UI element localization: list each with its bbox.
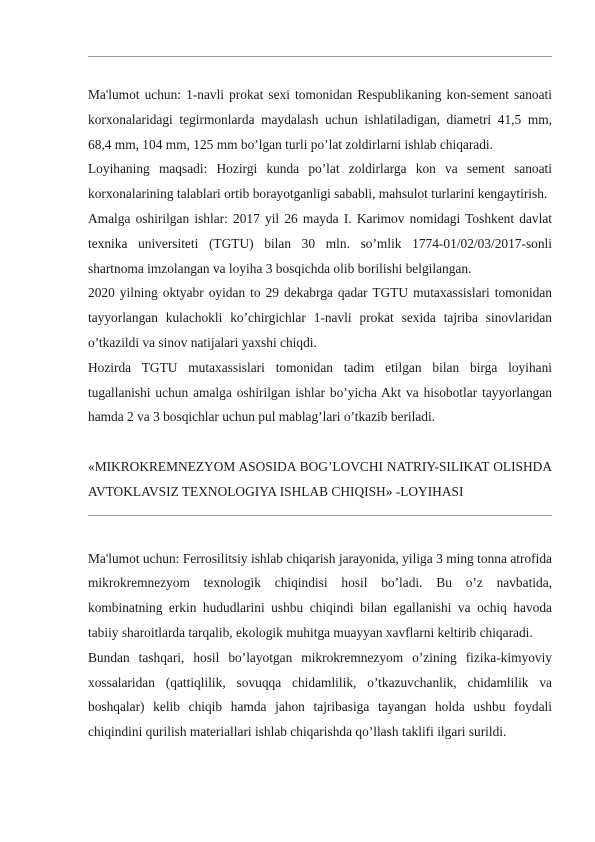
paragraph-text: Bundan tashqari, hosil bo’layotgan mikrokremnezyom o’zining fizika-kimyoviy xossalaridan (qattiqlilik, sovuqqa chidamlilik, o’tkazuvchanlik, chidamlilik va boshqalar) kelib chiqib hamda jahon tajribasiga tayangan holda ushbu foydali chiqindini qurilish materiallari ishlab chiqarishda qo’llash taklifi ilgari surildi. [88,649,552,740]
paragraph-text: Hozirda TGTU mutaxassislari tomonidan tadim etilgan bilan birga loyihani tugallanishi uchun amalga oshirilgan ishlar bo’yicha Akt va hisobotlar tayyorlangan hamda 2 va 3 bosqichlar uchun pul mablag’lari o’tkazib beriladi. [88,359,552,425]
document-page [88,0,552,745]
paragraph-2020 [88,281,552,355]
paragraph-label: Ma'lumot uchun: [88,550,180,566]
paragraph-goal [88,157,552,207]
paragraph-properties [88,646,552,745]
section-2 [88,547,552,745]
paragraph-text: Ferrosilitsiy ishlab chiqarish jarayonida, yiliga 3 ming tonna atrofida mikrokremnezyom texnologik chiqindisi hosil bo’ladi. Bu o’z navbatida, kombinatning erkin hududlarini ushbu chiqindi bilan egallanishi va ochiq havoda tabiiy sharoitlarda tarqalib, ekologik muhitga muayyan xavflarni keltirib chiqaradi. [88,550,552,640]
top-divider [88,56,552,57]
paragraph-text: 2020 yilning oktyabr oyidan to 29 dekabrga qadar TGTU mutaxassislari tomonidan tayyorlangan kulachokli ko’chirgichlar 1-navli prokat sexida tajriba sinovlaridan o’tkazildi va sinov natijalari yaxshi chiqdi. [88,285,552,350]
paragraph-text: 1-navli prokat sexi tomonidan Respublikaning kon-sement sanoati korxonalaridagi tegirmonlarda maydalash uchun ishlatiladigan, diametri 41,5 mm, 68,4 mm, 104 mm, 125 mm bo’lgan turli po’lat zoldirlarni ishlab chiqaradi. [88,87,552,152]
section-1 [88,83,552,430]
paragraph-info-2 [88,547,552,646]
paragraph-text: 2017 yil 26 mayda I. Karimov nomidagi Toshkent davlat texnika universiteti (TGTU) bilan 30 mln. so’mlik 1774-01/02/03/2017-sonli shartnoma imzolangan va loyiha 3 bosqichda olib borilishi belgilangan. [88,210,552,276]
middle-divider [88,515,552,516]
paragraph-label: Ma'lumot uchun: [88,87,182,102]
paragraph-label: Amalga oshirilgan ishlar: [88,210,228,226]
project-heading: «MIKROKREMNEZYOM ASOSIDA BOG’LOVCHI NATRIY-SILIKAT OLISHDA AVTOKLAVSIZ TEXNOLOGIYA ISHLAB CHIQISH» -LOYIHASI [88,458,552,499]
paragraph-work-done [88,207,552,281]
blank-line [88,430,552,455]
paragraph-text: Hozirgi kunda po’lat zoldirlarga kon va sement sanoati korxonalarining talablari ortib borayotganligi sababli, mahsulot turlarini kengaytirish. [88,161,552,202]
paragraph-label: Loyihaning maqsadi: [88,161,208,177]
paragraph-info [88,83,552,157]
paragraph-current [88,356,552,430]
